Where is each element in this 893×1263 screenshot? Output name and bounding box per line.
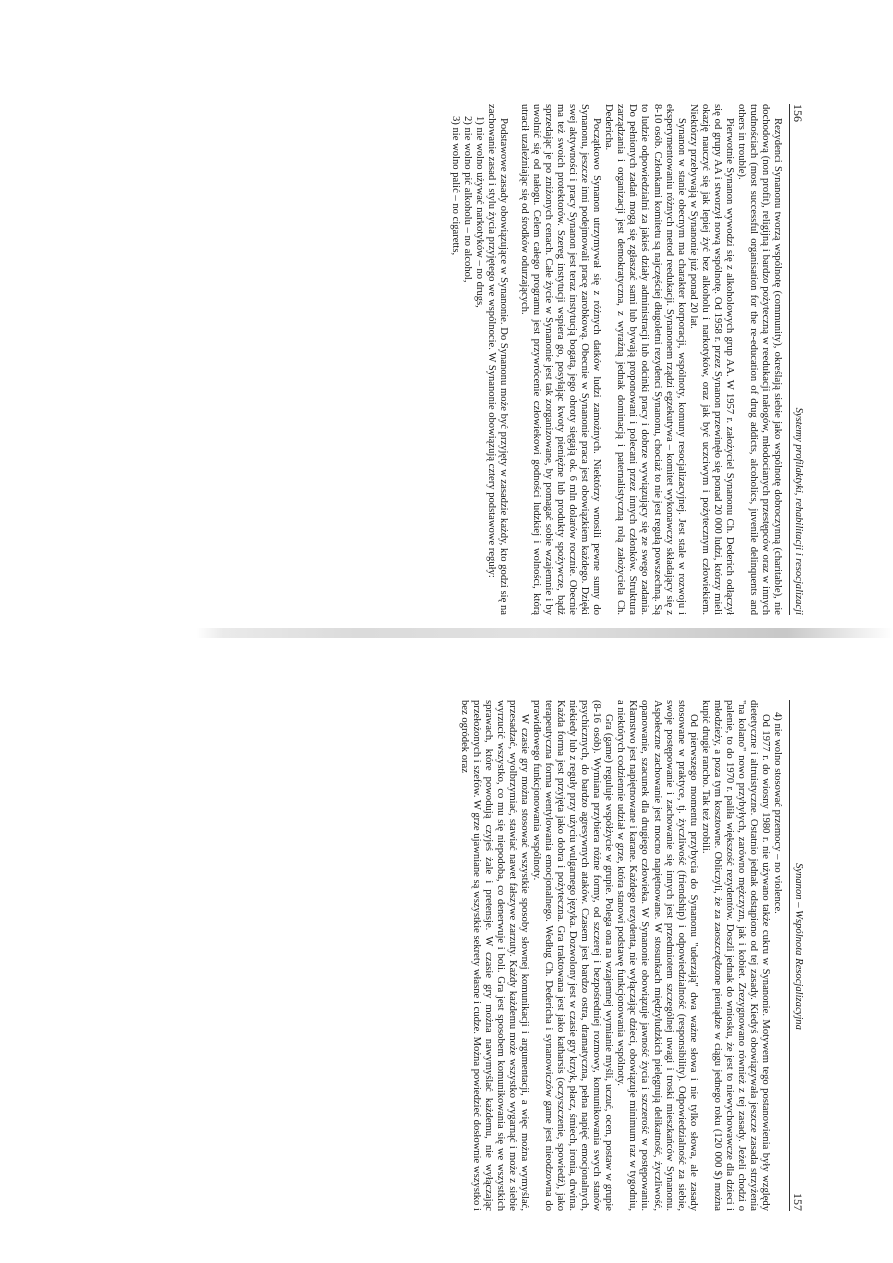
rules-list-continued: [771, 700, 783, 1211]
paragraph: Rezydenci Synanonu tworzą wspólnotę (community), określają siebie jako wspólnotę dobroczynną (charitable), nie dochodową (non profit), religijną i bardzo pożyteczną w reedukacji nałogów, młodocianych przestępców oraz w innych trudnościach (most successful organisation for the re-education of drug addicts, alcoholics, juvenile delinquents and others in trouble).: [735, 104, 783, 615]
book-spine-shadow: [0, 628, 893, 638]
running-header: [789, 104, 812, 615]
paragraph: W czasie gry można stosować wszystkie sposoby słownej komunikacji i argumentacji, a więc można wymyślać, przesadzać, wyolbrzymiać, stawiać nawet fałszywe zarzuty. Każdy każdemu może wszystko wygarnąć i może z siebie wyrzucić wszystko, co mu się niepodoba, co denerwuje i boli. Gra jest sposobem komunikowania się we wszystkich sprawach, które powodują czyjeś żale i pretensje. W czasie gry można nawymyślać każdemu, nie wyłączając przełożonych i szefów. W grze ujawniane są wszystkie sekrety własne i cudze. Można powiedzieć dosłownie wszystko i bez ogródek oraz: [458, 700, 531, 1211]
running-title: Synanon – Wspólnota Resocjalizacyjna: [793, 863, 805, 1030]
paragraph: Początkowo Synanon utrzymywał się z różnych datków ludzi zamożnych. Niektórzy wnosili pewne sumy do Synanonu, jeszcze inni podejmowali pracę zarobkową. Obecnie w Synanonie praca jest obowiązkiem każdego. Dzięki swej aktywności i pracy Synanon jest teraz instytucją bogatą, jego obroty sięgają ok. 6 mln dolarów rocznie. Obecnie ma też swoich protektorów. Szereg instytucji wspiera go, posyłając kwoty pieniężne lub produkty spożywcze, bądź sprzedając je po zniżonych cenach. Całe życie w Synanonie jest tak zorganizowane, by pomagać sobie wzajemnie i by uwolnić się od nałogu. Celem całego programu jest przywrócenie człowiekowi godności ludzkiej i wolności, którą utracił uzależniając się od środków odurzających.: [519, 104, 603, 615]
paragraph: Gra (game) reguluje współżycie w grupie. Polega ona na wzajemnej wymianie myśli, uczuć, ocen, postaw w grupie (8-16 osób). Wymiana przybiera różne formy, od szczerej i bezpośredniej rozmowy, komunikowania swych stanów psychicznych, do bardzo agresywnych ataków. Czasem jest bardzo ostra, dramatyczna, pełna napięć emocjonalnych, niekiedy lub z reguły przy użyciu wulgarnego języka. Dozwolony jest w czasie gry krzyk, płacz, śmiech, ironia, drwina. Każda forma jest przyjęta jako dobra i pożyteczna. Gra traktowana jest jako katharsis (oczyszczenie, spowiedź), jako terapeutyczna forma wentylowania emocjonalnego. Według Ch. Dedericha i synanowiczów game jest nieodzowna do prawidłowego funkcjonowania wspólnoty.: [531, 700, 615, 1211]
page-157: [120, 700, 812, 1211]
rule-item: 2) nie wolno pić alkoholu – no alcohol,: [461, 116, 473, 283]
paragraph: Od pierwszego momentu przybycia do Synanonu "uderzają" dwa ważne słowa i nie tylko słowa, ale zasady stosowane w praktyce, tj. życzliwość (friendship) i odpowiedzialność (responsibility). Odpowiedzialność za siebie, swoje postępowanie i zachowanie się innych jest przedmiotem szczególnej uwagi i troski mieszkańców Synanonu. Aspołeczne zachowanie jest mocno napiętnowane. W stosunkach międzyludzkich pielęgnują delikatność, życzliwość, opanowanie, szacunek dla drugiego człowieka. W Synanonie obowiązuje jawność życia i szczerość w postępowaniu. Kłamstwo jest napiętnowane i karane. Każdego rezydenta, nie wyłączając dzieci, obowiązuje minimum raz w tygodniu, a niektórych codziennie udział w grze, która stanowi podstawę funkcjonowania wspólnoty.: [615, 700, 699, 1211]
page-number: 157: [791, 1192, 806, 1211]
page-number: 156: [791, 104, 806, 122]
running-title: Systemy profilaktyki, rehabilitacji i resocjalizacji: [793, 407, 805, 615]
page-156: [120, 104, 812, 615]
rules-list: [449, 104, 485, 615]
rule-item: 3) nie wolno palić – no cigaretts,: [449, 116, 461, 256]
paragraph: Synanon w stanie obecnym ma charakter korporacji, wspólnoty, komuny resocjalizacyjnej. Jest stale w rozwoju i eksperymentowaniu różnych metod reedukacji. Synanonem rządzi egzekutywa – komitet wykonawczy składający się z 8-10 osób. Członkami komitetu są najczęściej długoletni rezydenci Synanonu, chociaż to nie jest regułą powszechną. Są to ludzie odpowiedzialni za jakieś działy administracji lub odcinki pracy i dobrze wywiązujący się ze swego zadania. Do pełnionych zadań mogą się zgłaszać sami lub bywają proponowani i polecani przez innych członków. Struktura zarządzania i organizacji jest demokratyczna, z wyraźną jednak dominacją i paternalistyczną rolą założyciela Ch. Dedericha.: [603, 104, 687, 615]
paragraph: Pierwotnie Synanon wywodzi się z alkoholowych grup AA. W 1957 r. założyciel Synanonu Ch. Dederich odłączył się od grupy AA i stworzył nową wspólnotę. Od 1958 r. przez Synanon przewinęło się ponad 20 000 ludzi, którzy mieli okazję nauczyć się jak lepiej żyć bez alkoholu i narkotyków, oraz jak być uczciwym i pożytecznym człowiekiem. Niektórzy przebywają w Synanonie już ponad 20 lat.: [687, 104, 735, 615]
running-header: [789, 700, 812, 1211]
rule-item: 4) nie wolno stosować przemocy – no violence.: [772, 712, 783, 914]
rule-item: 1) nie wolno używać narkotyków – no drugs,: [473, 116, 485, 308]
paragraph: Od 1977 r. do wiosny 1980 r. nie używano także cukru w Synanonie. Motywem tego postanowienia były względy dietetyczne i altruistyczne. Ostatnio jednak odstąpiono od tej zasady. Kiedyś obowiązywała jeszcze zasada strzyżenia "na kolano" nowo przybyłych, zarówno mężczyzn, jak i kobiet. Zrezygnowano również z tej zasady. Jeżeli chodzi o palenie, to do 1970 r. paliła większość rezydentów. Doszli jednak do wniosku, że jest to niewychowawcze dla dzieci i młodzieży, a poza tym kosztowne. Obliczyli, że za zaoszczędzone pieniądze w ciągu jednego roku (120 000 $) można kupić drugie rancho. Tak też zrobili.: [699, 700, 771, 1211]
paragraph: Podstawowe zasady obowiązujące w Synanonie. Do Synanonu może być przyjęty w zasadzie każdy, kto godzi się na zachowanie zasad i stylu życia przyjętego we wspólnocie. W Synanonie obowiązują cztery podstawowe reguły:: [485, 104, 509, 615]
